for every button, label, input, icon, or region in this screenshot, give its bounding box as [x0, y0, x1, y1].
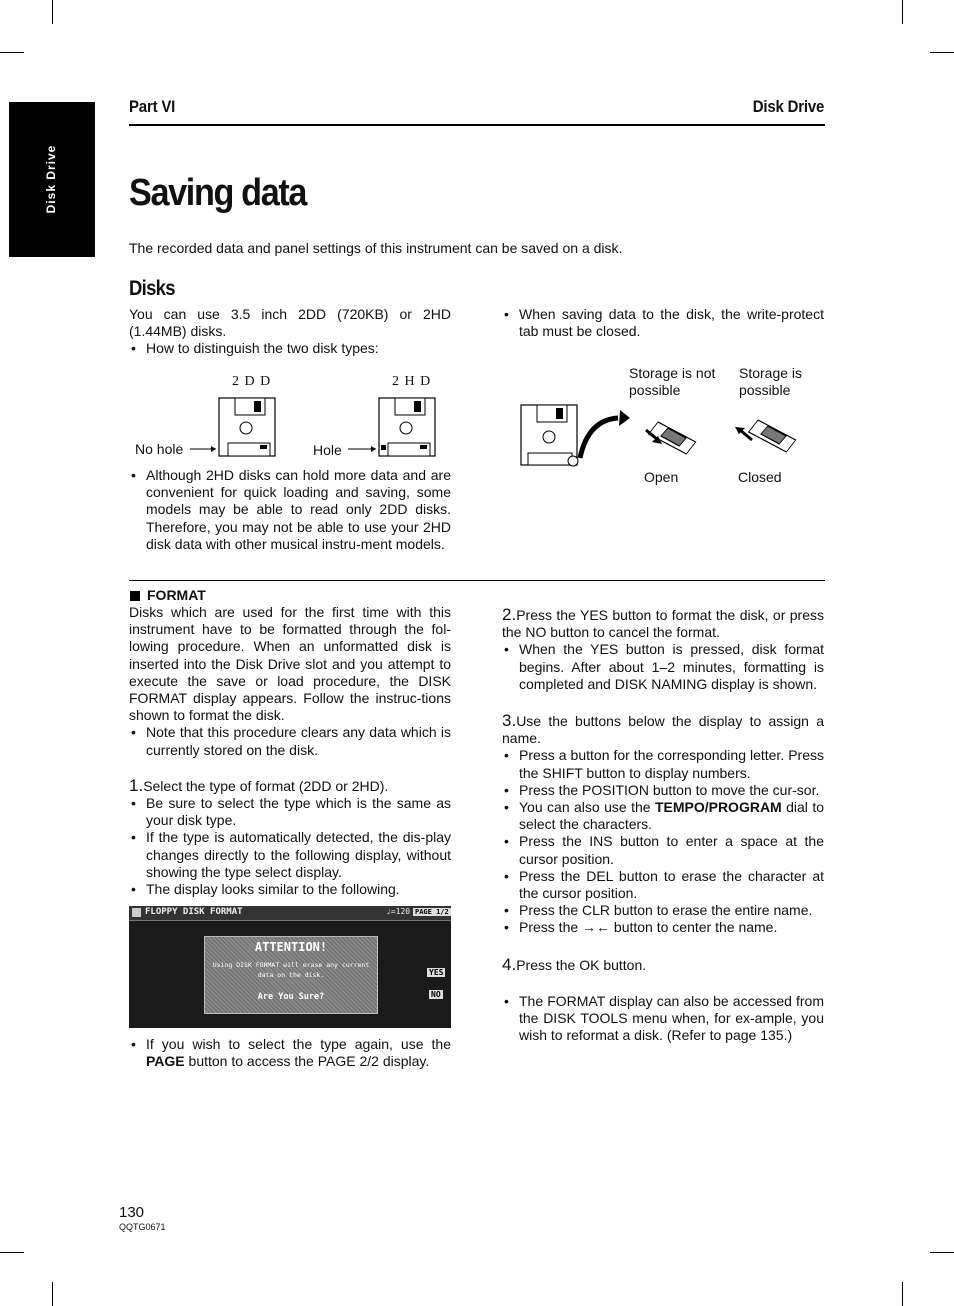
- step3-bullet-1: • Press a button for the corresponding letter. Press the SHIFT button to display numbers.: [502, 747, 824, 781]
- side-tab-label: Disk Drive: [44, 144, 58, 214]
- step3-bullet-3-pre: You can also use the: [519, 799, 655, 816]
- step-4-text: Press the OK button.: [516, 956, 647, 973]
- crop-mark: [930, 1252, 954, 1253]
- tempo-program-ref: TEMPO/PROGRAM: [654, 799, 782, 816]
- screen-tempo: ♩=120: [386, 907, 411, 916]
- crop-mark: [52, 0, 53, 24]
- screen-title: FLOPPY DISK FORMAT: [145, 907, 243, 917]
- step1-bullet-2: • If the type is automatically detected, the dis-play changes directly to the following display, without showing the type select display.: [129, 829, 451, 881]
- format-heading-text: FORMAT: [147, 587, 206, 603]
- header-part: Part VI: [129, 97, 176, 116]
- square-bullet-icon: [130, 591, 140, 601]
- step-4: [502, 956, 824, 974]
- step-2: [502, 606, 824, 641]
- format-paragraph: Disks which are used for the first time with this instrument have to be formatted through the fol-lowing procedure. When an unformatted disk is inserted into the Disk Drive slot and you attempt to execute the save or load procedure, the DISK FORMAT display appears. Follow the instruc-tions shown to format the disk.: [129, 604, 451, 724]
- disks-left-column: [129, 306, 451, 358]
- attention-message-2: data on the disk.: [257, 971, 325, 979]
- step1-bullet-4: [129, 1036, 451, 1070]
- attention-message-1: Using DISK FORMAT will erase any current: [212, 961, 370, 969]
- attention-title: ATTENTION!: [254, 940, 328, 954]
- step-1-number: 1.: [129, 775, 144, 795]
- format-right-column: [502, 606, 824, 1044]
- format-left-column-2: [129, 1036, 451, 1070]
- format-left-column: [129, 587, 451, 898]
- disks-heading: Disks: [129, 277, 175, 300]
- floppy-2hd-icon: [348, 395, 438, 465]
- hole-label: Hole: [313, 442, 342, 458]
- no-hole-label: No hole: [135, 441, 184, 457]
- step3-bullet-6: • Press the CLR button to erase the entire name.: [502, 902, 824, 919]
- page-number: 130: [119, 1204, 145, 1221]
- floppy-2dd-icon: [190, 395, 280, 465]
- write-protect-bullet: • When saving data to the disk, the write-protect tab must be closed.: [502, 306, 824, 340]
- crop-mark: [902, 0, 903, 24]
- format-note-bullet: • Note that this procedure clears any data which is currently stored on the disk.: [129, 724, 451, 758]
- crop-mark: [930, 52, 954, 53]
- side-tab: [9, 102, 95, 257]
- step-2-number: 2.: [502, 605, 517, 624]
- step3-bullet-3: [502, 799, 824, 833]
- crop-mark: [902, 1282, 903, 1306]
- disk-icon: [132, 908, 141, 917]
- screen-page-indicator: PAGE 1/2: [415, 908, 449, 916]
- page-title: Saving data: [129, 172, 307, 214]
- write-protect-diagram-icon: [518, 400, 818, 475]
- disks-right-column: [502, 306, 824, 340]
- step3-bullet-7: • Press the →← button to center the name.: [502, 919, 824, 936]
- open-label: Open: [644, 469, 679, 485]
- header-section: Disk Drive: [752, 97, 824, 116]
- step1-bullet-4-post: button to access the PAGE 2/2 display.: [184, 1053, 430, 1070]
- crop-mark: [52, 1282, 53, 1306]
- disks-paragraph: You can use 3.5 inch 2DD (720KB) or 2HD (1.44MB) disks.: [129, 306, 451, 340]
- storage-possible-label: Storage is possible: [739, 365, 803, 398]
- format-heading: [129, 587, 451, 604]
- step-1: [129, 777, 451, 795]
- step1-bullet-1: • Be sure to select the type which is the same as your disk type.: [129, 795, 451, 829]
- screen-yes-button[interactable]: YES: [429, 968, 444, 977]
- step-1-text: Select the type of format (2DD or 2HD).: [143, 777, 389, 794]
- step3-bullet-3-post: dial to select the characters.: [519, 799, 824, 833]
- step1-bullet-3: • The display looks similar to the following.: [129, 881, 451, 898]
- label-2dd: 2 D D: [232, 374, 272, 389]
- screen-no-button[interactable]: NO: [431, 990, 441, 999]
- step3-bullet-4: • Press the INS button to enter a space at the cursor position.: [502, 833, 824, 867]
- closed-label: Closed: [738, 469, 782, 485]
- step-4-number: 4.: [502, 954, 517, 974]
- step-3-text: Use the buttons below the display to assign a name.: [502, 713, 824, 747]
- step3-bullet-2: • Press the POSITION button to move the cur-sor.: [502, 782, 824, 799]
- step1-bullet-4-pre: If you wish to select the type again, use the: [146, 1036, 451, 1052]
- step-3-number: 3.: [502, 711, 517, 731]
- intro-text: The recorded data and panel settings of this instrument can be saved on a disk.: [129, 240, 623, 256]
- disks-left-column-2: [129, 467, 451, 553]
- document-code: QQTG0671: [119, 1222, 166, 1232]
- section-divider: [129, 580, 825, 581]
- attention-question: Are You Sure?: [257, 992, 325, 1002]
- format-screen: [129, 906, 451, 1028]
- step-2-text: Press the YES button to format the disk, or press the NO button to cancel the format.: [502, 607, 824, 641]
- page-button-ref: PAGE: [146, 1053, 185, 1070]
- final-note-bullet: • The FORMAT display can also be accessed from the DISK TOOLS menu when, for ex-ample, you wish to reformat a disk. (Refer to page 135.): [502, 993, 824, 1045]
- crop-mark: [0, 52, 24, 53]
- step-3: [502, 712, 824, 747]
- crop-mark: [0, 1252, 24, 1253]
- 2hd-compatibility-bullet: • Although 2HD disks can hold more data and are convenient for quick loading and saving, some models may be able to read only 2DD disks. Therefore, you may not be able to use your 2HD disk data with other musical instru-ment models.: [129, 467, 451, 553]
- step2-bullet-1: • When the YES button is pressed, disk format begins. After about 1–2 minutes, formatting is completed and DISK NAMING display is shown.: [502, 641, 824, 693]
- header-rule: [129, 124, 825, 126]
- storage-not-possible-label: Storage is not possible: [629, 365, 716, 398]
- disk-types-bullet: • How to distinguish the two disk types:: [129, 340, 451, 357]
- label-2hd: 2 H D: [392, 374, 432, 389]
- attention-dialog: [204, 936, 378, 1014]
- step3-bullet-5: • Press the DEL button to erase the character at the cursor position.: [502, 868, 824, 902]
